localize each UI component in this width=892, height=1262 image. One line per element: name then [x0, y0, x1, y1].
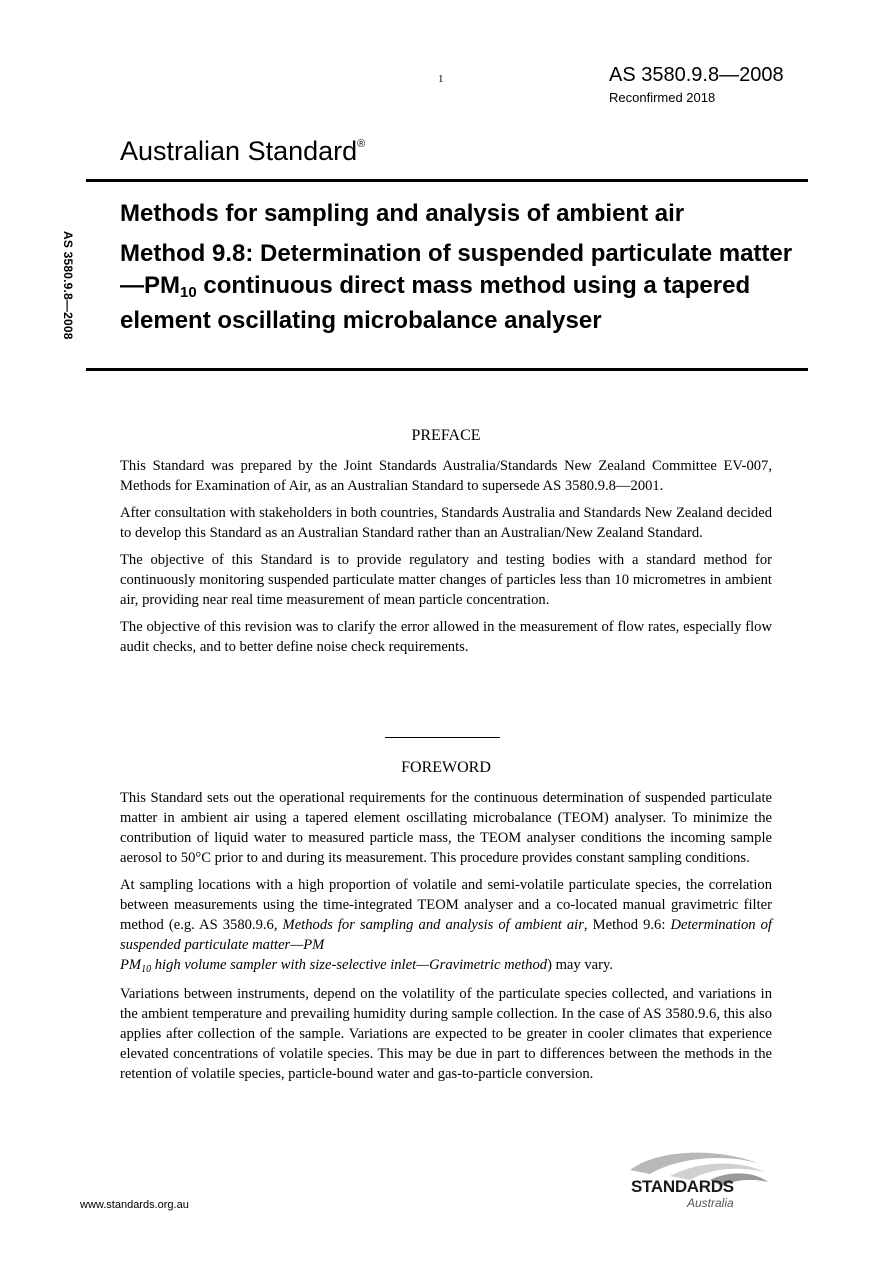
preface-paragraph: After consultation with stakeholders in both countries, Standards Australia and Standards New Zealand decided to develop this Standard as an Australian Standard rather than an Australian/New Zealand Standard. — [120, 505, 772, 541]
title-method-part-b: continuous direct mass method using a tapered element oscillating microbalance analyser — [120, 272, 751, 334]
preface-paragraph: This Standard was prepared by the Joint Standards Australia/Standards New Zealand Committee EV-007, Methods for Examination of Air, as an Australian Standard to supersede AS 3580.9.8—2001. — [120, 458, 772, 494]
foreword-section — [120, 788, 772, 1091]
foreword-paragraph: This Standard sets out the operational requirements for the continuous determination of suspended particulate matter in ambient air using a tapered element oscillating microbalance (TEOM) analyser. To minimize the contribution of liquid water to measured particle mass, the TEOM analyser conditions the incoming sample aerosol to 50°C prior to and during its measurement. This procedure provides constant sampling conditions. — [120, 790, 772, 866]
registered-mark: ® — [357, 138, 366, 150]
standard-number: AS 3580.9.8—2008 — [609, 64, 784, 86]
foreword-p2-text: ) may vary. — [547, 957, 613, 973]
foreword-p2-text: , Method 9.6: — [583, 917, 671, 933]
cited-method-text: Determination of suspended particulate matter—PM — [120, 917, 772, 953]
foreword-p2-text: At sampling locations with a high proportion of volatile and semi-volatile particulate species, the correlation between measurements using the time-integrated TEOM analyser and a co-located manual gravimetric filter method (e.g. AS 3580.9.6, — [120, 877, 772, 933]
preface-heading: PREFACE — [411, 427, 481, 444]
cited-subscript: 10 — [141, 964, 152, 975]
foreword-paragraph: Variations between instruments, depend on the volatility of the particulate species collected, and variations in the ambient temperature and prevailing humidity during sample collection. In the case of AS 3580.9.6, this also applies after collection of the sample. Variations are expected to be greater in cooler climates that experience elevated concentrations of volatile species. This may be due in part to differences between the methods in the retention of volatile species, particle-bound water and gas-to-particle conversion. — [120, 986, 772, 1082]
top-rule — [86, 179, 808, 182]
preface-section — [120, 456, 772, 664]
foreword-paragraph — [120, 875, 772, 977]
title-method-part-a: Method 9.8: Determination of suspended particulate matter—PM — [120, 240, 793, 299]
page-number: 1 — [438, 73, 444, 85]
title-series: Methods for sampling and analysis of ambient air — [120, 200, 685, 227]
side-standard-label: AS 3580.9.8—2008 — [61, 231, 75, 340]
title-method — [120, 238, 810, 337]
section-divider — [385, 737, 500, 738]
logo-subtext: Australia — [687, 1196, 734, 1210]
preface-paragraph: The objective of this revision was to clarify the error allowed in the measurement of flow rates, especially flow audit checks, and to better define noise check requirements. — [120, 619, 772, 655]
reconfirmed-label: Reconfirmed 2018 — [609, 90, 716, 105]
cited-title: Methods for sampling and analysis of ambient air — [282, 917, 584, 933]
title-subscript: 10 — [180, 284, 197, 301]
cited-pm: PM — [120, 957, 142, 973]
foreword-heading: FOREWORD — [401, 759, 491, 776]
document-title — [120, 198, 810, 337]
cited-method-cont — [120, 957, 547, 973]
logo-wordmark: STANDARDS — [631, 1177, 734, 1196]
website-link[interactable]: www.standards.org.au — [80, 1199, 189, 1211]
bottom-rule — [86, 368, 808, 371]
preface-paragraph: The objective of this Standard is to provide regulatory and testing bodies with a standard method for continuously monitoring suspended particulate matter changes of particles less than 10 micrometres in ambient air, providing near real time measurement of mean particle concentration. — [120, 552, 772, 608]
document-type-title — [120, 136, 365, 167]
document-type-text: Australian Standard — [120, 136, 358, 166]
cited-method-tail: high volume sampler with size-selective inlet—Gravimetric method — [151, 957, 548, 973]
